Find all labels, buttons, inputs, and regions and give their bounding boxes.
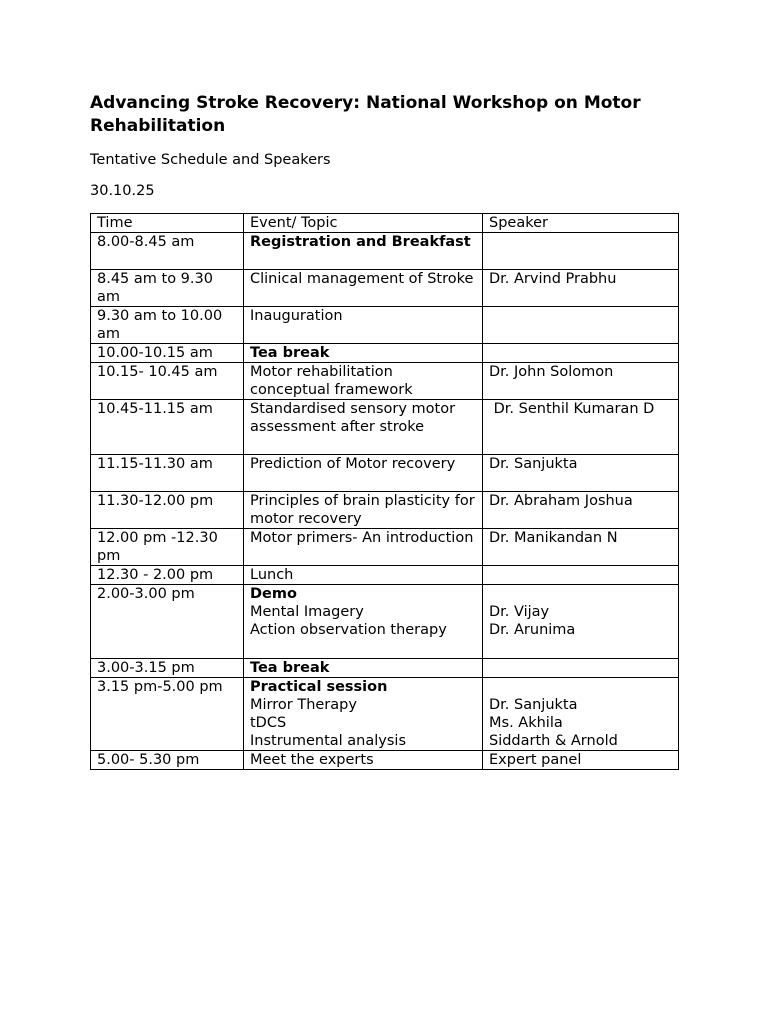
time-cell: 12.30 - 2.00 pm — [91, 566, 244, 585]
speaker-cell — [483, 678, 679, 751]
table-row — [91, 585, 679, 659]
table-row — [91, 455, 679, 492]
speaker-cell: Dr. Manikandan N — [483, 529, 679, 566]
speaker-cell — [483, 659, 679, 678]
table-row — [91, 492, 679, 529]
time-cell: 8.45 am to 9.30 am — [91, 270, 244, 307]
event-cell: Prediction of Motor recovery — [244, 455, 483, 492]
event-cell — [244, 585, 483, 659]
speaker-name: Dr. Vijay — [489, 604, 550, 620]
speaker-cell: Dr. Sanjukta — [483, 455, 679, 492]
session-item: tDCS — [250, 715, 287, 731]
event-cell: Meet the experts — [244, 751, 483, 770]
speaker-cell — [483, 307, 679, 344]
event-cell: Tea break — [244, 659, 483, 678]
schedule-table — [90, 213, 679, 770]
speaker-name: Dr. Senthil Kumaran D — [493, 401, 655, 417]
time-cell: 3.15 pm-5.00 pm — [91, 678, 244, 751]
speaker-name: Dr. Sanjukta — [489, 697, 578, 713]
event-cell: Standardised sensory motor assessment after stroke — [244, 400, 483, 455]
table-row — [91, 344, 679, 363]
document-date: 30.10.25 — [90, 183, 155, 199]
time-cell: 2.00-3.00 pm — [91, 585, 244, 659]
time-cell: 12.00 pm -12.30 pm — [91, 529, 244, 566]
speaker-name: Dr. Arunima — [489, 622, 576, 638]
document-subtitle: Tentative Schedule and Speakers — [90, 152, 331, 168]
speaker-cell — [483, 585, 679, 659]
time-cell: 5.00- 5.30 pm — [91, 751, 244, 770]
time-cell: 10.00-10.15 am — [91, 344, 244, 363]
time-cell: 3.00-3.15 pm — [91, 659, 244, 678]
time-cell: 11.30-12.00 pm — [91, 492, 244, 529]
table-row — [91, 659, 679, 678]
table-row — [91, 363, 679, 400]
speaker-name: Siddarth & Arnold — [489, 733, 618, 749]
speaker-cell — [483, 344, 679, 363]
time-cell: 11.15-11.30 am — [91, 455, 244, 492]
time-cell: 9.30 am to 10.00 am — [91, 307, 244, 344]
speaker-cell — [483, 400, 679, 455]
speaker-cell: Dr. Arvind Prabhu — [483, 270, 679, 307]
speaker-cell — [483, 566, 679, 585]
speaker-cell: Dr. Abraham Joshua — [483, 492, 679, 529]
session-heading: Demo — [250, 586, 297, 602]
table-row — [91, 529, 679, 566]
event-cell: Inauguration — [244, 307, 483, 344]
event-cell: Tea break — [244, 344, 483, 363]
table-row — [91, 400, 679, 455]
table-row — [91, 233, 679, 270]
event-cell: Clinical management of Stroke — [244, 270, 483, 307]
table-row — [91, 678, 679, 751]
session-item: Instrumental analysis — [250, 733, 407, 749]
session-item: Mirror Therapy — [250, 697, 357, 713]
event-cell — [244, 678, 483, 751]
session-item: Action observation therapy — [250, 622, 447, 638]
column-header-event: Event/ Topic — [244, 214, 483, 233]
speaker-name: Ms. Akhila — [489, 715, 563, 731]
table-header-row — [91, 214, 679, 233]
event-cell: Motor rehabilitation conceptual framework — [244, 363, 483, 400]
table-row — [91, 270, 679, 307]
table-row — [91, 307, 679, 344]
speaker-cell: Dr. John Solomon — [483, 363, 679, 400]
time-cell: 10.45-11.15 am — [91, 400, 244, 455]
time-cell: 10.15- 10.45 am — [91, 363, 244, 400]
event-cell: Motor primers- An introduction — [244, 529, 483, 566]
document-title: Advancing Stroke Recovery: National Workshop on Motor Rehabilitation — [90, 93, 641, 136]
event-cell: Lunch — [244, 566, 483, 585]
speaker-cell: Expert panel — [483, 751, 679, 770]
session-heading: Practical session — [250, 679, 388, 695]
column-header-speaker: Speaker — [483, 214, 679, 233]
table-row — [91, 751, 679, 770]
speaker-cell — [483, 233, 679, 270]
event-cell: Principles of brain plasticity for motor recovery — [244, 492, 483, 529]
column-header-time: Time — [91, 214, 244, 233]
session-item: Mental Imagery — [250, 604, 364, 620]
event-cell: Registration and Breakfast — [244, 233, 483, 270]
time-cell: 8.00-8.45 am — [91, 233, 244, 270]
table-row — [91, 566, 679, 585]
